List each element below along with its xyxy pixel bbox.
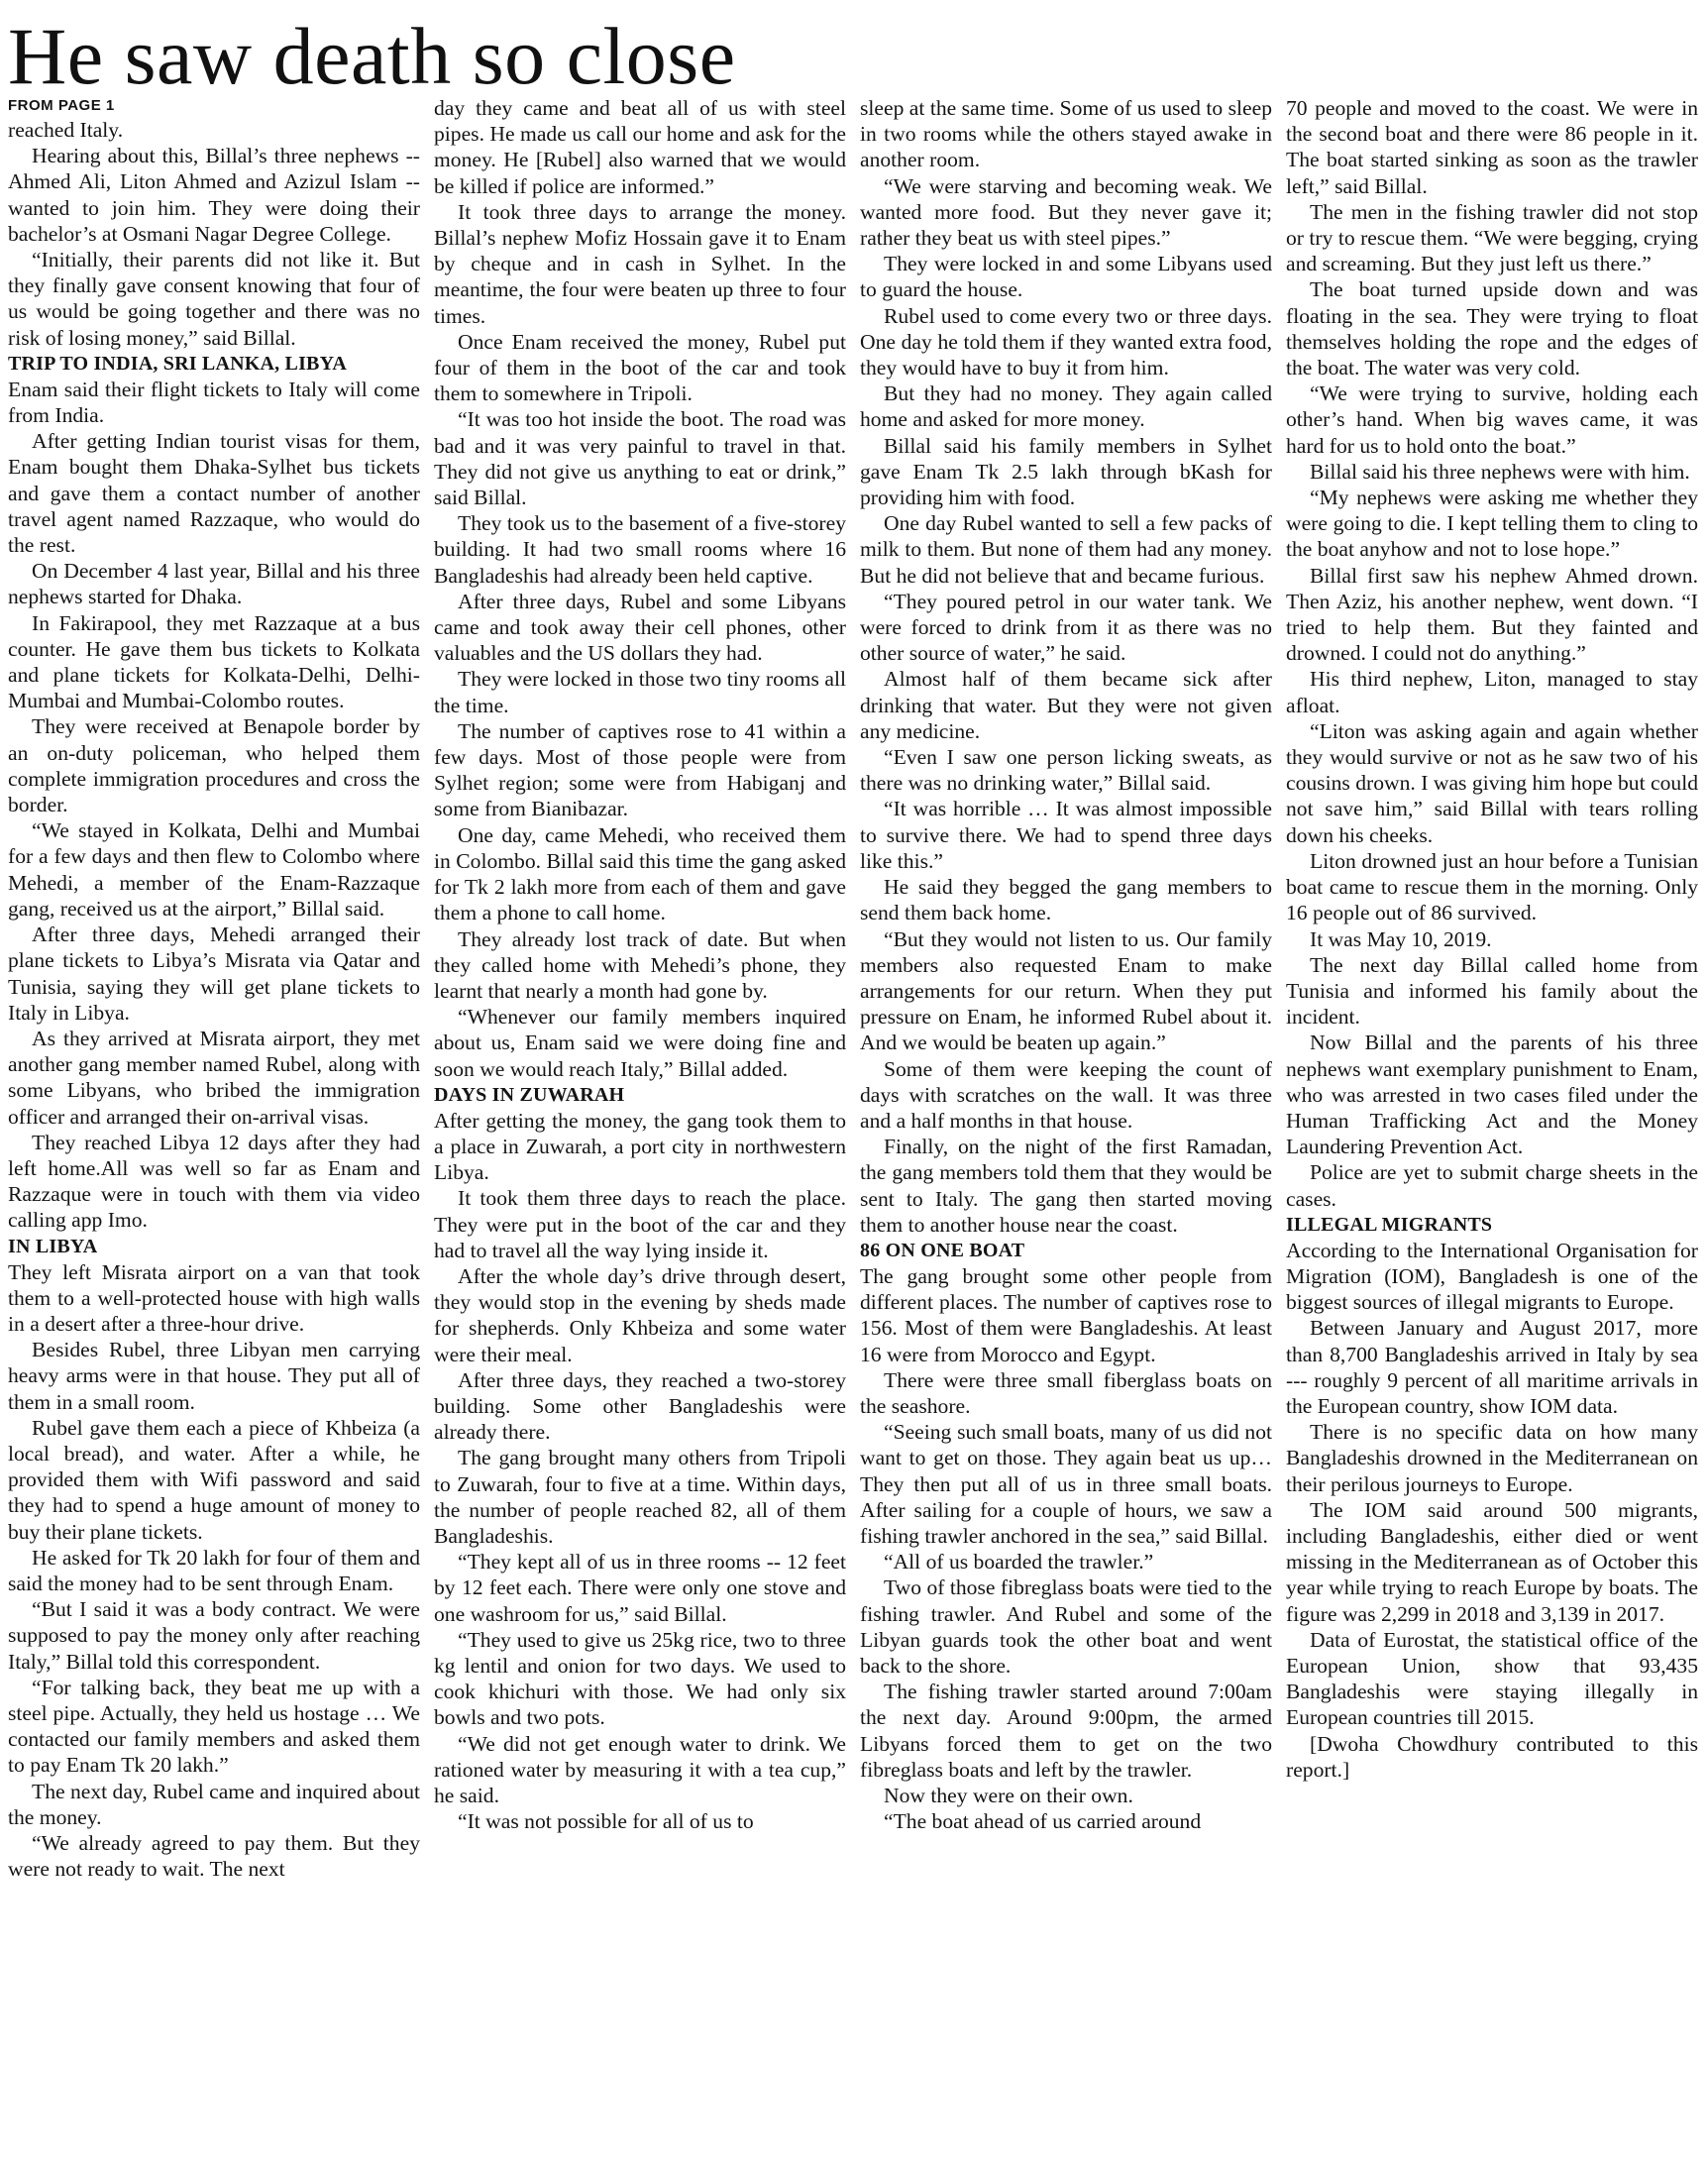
paragraph: He asked for Tk 20 lakh for four of them and said the money had to be sent through Enam. <box>8 1545 420 1595</box>
paragraph: According to the International Organisation for Migration (IOM), Bangladesh is one of the biggest sources of illegal migrants to Europe. <box>1286 1238 1698 1315</box>
paragraph: After getting the money, the gang took them to a place in Zuwarah, a port city in northwestern Libya. <box>434 1108 846 1185</box>
paragraph: Data of Eurostat, the statistical office of the European Union, show that 93,435 Bangladeshis were staying illegally in European countries till 2015. <box>1286 1627 1698 1730</box>
paragraph: “They kept all of us in three rooms -- 12 feet by 12 feet each. There were only one stove and one washroom for us,” said Billal. <box>434 1550 846 1626</box>
paragraph: “We already agreed to pay them. But they were not ready to wait. The next <box>8 1831 420 1882</box>
paragraph: As they arrived at Misrata airport, they met another gang member named Rubel, along with some Libyans, who bribed the immigration officer and arranged their on-arrival visas. <box>8 1026 420 1129</box>
paragraph: His third nephew, Liton, managed to stay afloat. <box>1286 667 1698 717</box>
paragraph: One day, came Mehedi, who received them in Colombo. Billal said this time the gang asked for Tk 2 lakh more from each of them and gave them a phone to call home. <box>434 822 846 925</box>
paragraph: Once Enam received the money, Rubel put four of them in the boot of the car and took them to somewhere in Tripoli. <box>434 329 846 406</box>
paragraph: “The boat ahead of us carried around <box>884 1809 1202 1834</box>
paragraph: “Seeing such small boats, many of us did not want to get on those. They again beat us up… They then put all of us in three small boats. After sailing for a couple of hours, we saw a fishing trawler anchored in the sea,” said Billal. <box>860 1420 1272 1548</box>
paragraph: They left Misrata airport on a van that took them to a well-protected house with high walls in a desert after a three-hour drive. <box>8 1259 420 1336</box>
paragraph: Billal said his three nephews were with him. <box>1310 459 1690 484</box>
paragraph: After three days, Mehedi arranged their plane tickets to Libya’s Misrata via Qatar and Tunisia, saying they will get plane tickets to Italy in Libya. <box>8 923 420 1025</box>
paragraph: Now they were on their own. <box>884 1784 1133 1807</box>
paragraph: There is no specific data on how many Bangladeshis drowned in the Mediterranean on their perilous journeys to Europe. <box>1286 1420 1698 1496</box>
article-columns <box>8 95 1698 2171</box>
paragraph: He said they begged the gang members to send them back home. <box>860 875 1272 925</box>
paragraph: Between January and August 2017, more than 8,700 Bangladeshis arrived in Italy by sea --- roughly 9 percent of all maritime arrivals in the European country, show IOM data. <box>1286 1316 1698 1418</box>
section-subhead: 86 ON ONE BOAT <box>860 1239 1025 1261</box>
paragraph: “We were trying to survive, holding each other’s hand. When big waves came, it was hard for us to hold onto the boat.” <box>1286 381 1698 458</box>
article-column-3 <box>860 95 1272 2171</box>
paragraph: Hearing about this, Billal’s three nephews -- Ahmed Ali, Liton Ahmed and Azizul Islam -- wanted to join him. They were doing their bachelor’s at Osmani Nagar Degree College. <box>8 144 420 246</box>
paragraph: “For talking back, they beat me up with a steel pipe. Actually, they held us hostage … We contacted our family members and asked them to pay Enam Tk 20 lakh.” <box>8 1675 420 1778</box>
paragraph: One day Rubel wanted to sell a few packs of milk to them. But none of them had any money. But he did not believe that and became furious. <box>860 511 1272 588</box>
paragraph: reached Italy. <box>8 118 124 142</box>
paragraph: Two of those fibreglass boats were tied to the fishing trawler. And Rubel and some of the Libyan guards took the other boat and went back to the shore. <box>860 1575 1272 1678</box>
paragraph: “Liton was asking again and again whether they would survive or not as he saw two of his cousins drown. I was giving him hope but could not save him,” said Billal with tears rolling down his cheeks. <box>1286 718 1698 847</box>
paragraph: Finally, on the night of the first Ramadan, the gang members told them that they would be sent to Italy. The gang then started moving them to another house near the coast. <box>860 1135 1272 1237</box>
continued-from-label: FROM PAGE 1 <box>8 97 115 114</box>
paragraph: “But they would not listen to us. Our family members also requested Enam to make arrangements for our return. When they put pressure on Enam, he informed Rubel about it. And we would be beaten up again.” <box>860 926 1272 1055</box>
paragraph: “We stayed in Kolkata, Delhi and Mumbai for a few days and then flew to Colombo where Mehedi, a member of the Enam-Razzaque gang, received us at the airport,” Billal said. <box>8 818 420 921</box>
section-subhead: DAYS IN ZUWARAH <box>434 1083 625 1106</box>
paragraph: Rubel gave them each a piece of Khbeiza (a local bread), and water. After a while, he provided them with Wifi password and said they had to spend a huge amount of money to buy their plane tickets. <box>8 1415 420 1544</box>
column-body <box>1286 95 1698 1783</box>
paragraph: Enam said their flight tickets to Italy will come from India. <box>8 377 420 428</box>
paragraph: Billal said his family members in Sylhet gave Enam Tk 2.5 lakh through bKash for providing him with food. <box>860 433 1272 510</box>
paragraph: After getting Indian tourist visas for them, Enam bought them Dhaka-Sylhet bus tickets and gave them a contact number of another travel agent named Razzaque, who would do the rest. <box>8 429 420 558</box>
paragraph: The number of captives rose to 41 within a few days. Most of those people were from Sylhet region; some were from Habiganj and some from Bianibazar. <box>434 718 846 821</box>
paragraph: Rubel used to come every two or three days. One day he told them if they wanted extra food, they would have to buy it from him. <box>860 303 1272 380</box>
paragraph: Police are yet to submit charge sheets in the cases. <box>1286 1160 1698 1211</box>
paragraph: [Dwoha Chowdhury contributed to this report.] <box>1286 1731 1698 1782</box>
paragraph: “All of us boarded the trawler.” <box>884 1550 1154 1574</box>
paragraph: They were locked in and some Libyans used to guard the house. <box>860 252 1272 302</box>
paragraph: The boat turned upside down and was floating in the sea. They were trying to float themselves holding the rope and the edges of the boat. The water was very cold. <box>1286 277 1698 380</box>
paragraph: The men in the fishing trawler did not stop or try to rescue them. “We were begging, crying and screaming. But they just left us there.” <box>1286 199 1698 276</box>
paragraph: In Fakirapool, they met Razzaque at a bus counter. He gave them bus tickets to Kolkata and plane tickets for Kolkata-Delhi, Delhi-Mumbai and Mumbai-Colombo routes. <box>8 610 420 713</box>
section-subhead: ILLEGAL MIGRANTS <box>1286 1213 1493 1236</box>
paragraph: “We were starving and becoming weak. We wanted more food. But they never gave it; rather they beat us with steel pipes.” <box>860 173 1272 251</box>
paragraph: Now Billal and the parents of his three nephews want exemplary punishment to Enam, who was arrested in two cases filed under the Human Trafficking Act and the Money Laundering Prevention Act. <box>1286 1031 1698 1159</box>
paragraph: Almost half of them became sick after drinking that water. But they were not given any medicine. <box>860 667 1272 743</box>
paragraph: It took them three days to reach the place. They were put in the boot of the car and they had to travel all the way lying inside it. <box>434 1186 846 1262</box>
paragraph: They reached Libya 12 days after they had left home.All was well so far as Enam and Razzaque were in touch with them via video calling app Imo. <box>8 1130 420 1233</box>
paragraph: “My nephews were asking me whether they were going to die. I kept telling them to cling to the boat anyhow and not to lose hope.” <box>1286 486 1698 562</box>
column-body <box>860 95 1272 1834</box>
paragraph: “They poured petrol in our water tank. We were forced to drink from it as there was no other source of water,” he said. <box>860 589 1272 666</box>
article-column-2 <box>434 95 846 2171</box>
article-column-1 <box>8 95 420 2171</box>
paragraph: “Even I saw one person licking sweats, as there was no drinking water,” Billal said. <box>860 745 1272 796</box>
paragraph: It took three days to arrange the money. Billal’s nephew Mofiz Hossain gave it to Enam by cheque and in cash in Sylhet. In the meantime, the four were beaten up three to four times. <box>434 199 846 328</box>
paragraph: After three days, Rubel and some Libyans came and took away their cell phones, other valuables and the US dollars they had. <box>434 589 846 666</box>
column-body <box>434 95 846 1834</box>
paragraph: After the whole day’s drive through desert, they would stop in the evening by sheds made for shepherds. Only Khbeiza and some water were their meal. <box>434 1263 846 1366</box>
paragraph: The next day, Rubel came and inquired about the money. <box>8 1779 420 1829</box>
section-subhead: IN LIBYA <box>8 1235 98 1257</box>
paragraph: There were three small fiberglass boats on the seashore. <box>860 1367 1272 1418</box>
paragraph: The IOM said around 500 migrants, including Bangladeshis, either died or went missing in the Mediterranean as of October this year while trying to reach Europe by boats. The figure was 2,299 in 2018 and 3,139 in 2017. <box>1286 1497 1698 1626</box>
article-column-4 <box>1286 95 1698 2171</box>
paragraph: Liton drowned just an hour before a Tunisian boat came to rescue them in the morning. Only 16 people out of 86 survived. <box>1286 848 1698 925</box>
section-subhead: TRIP TO INDIA, SRI LANKA, LIBYA <box>8 352 348 375</box>
paragraph: “But I said it was a body contract. We were supposed to pay the money only after reaching Italy,” Billal told this correspondent. <box>8 1597 420 1674</box>
paragraph: The fishing trawler started around 7:00am the next day. Around 9:00pm, the armed Libyans forced them to get on the two fibreglass boats and left by the trawler. <box>860 1680 1272 1782</box>
paragraph: After three days, they reached a two-storey building. Some other Bangladeshis were already there. <box>434 1367 846 1445</box>
paragraph: “Whenever our family members inquired about us, Enam said we were doing fine and soon we would reach Italy,” Billal added. <box>434 1005 846 1081</box>
paragraph: The gang brought some other people from different places. The number of captives rose to 156. Most of them were Bangladeshis. At least 16 were from Morocco and Egypt. <box>860 1263 1272 1366</box>
paragraph: They were received at Benapole border by an on-duty policeman, who helped them complete immigration procedures and cross the border. <box>8 714 420 817</box>
paragraph: They were locked in those two tiny rooms all the time. <box>434 667 846 717</box>
paragraph: On December 4 last year, Billal and his three nephews started for Dhaka. <box>8 559 420 609</box>
paragraph: They already lost track of date. But when they called home with Mehedi’s phone, they learnt that nearly a month had gone by. <box>434 926 846 1003</box>
paragraph: Some of them were keeping the count of days with scratches on the wall. It was three and a half months in that house. <box>860 1056 1272 1133</box>
paragraph: Billal first saw his nephew Ahmed drown. Then Aziz, his another nephew, went down. “I tried to help them. But they fainted and drowned. I could not do anything.” <box>1286 563 1698 666</box>
paragraph: But they had no money. They again called home and asked for more money. <box>860 381 1272 432</box>
column-body <box>8 117 420 1882</box>
paragraph: They took us to the basement of a five-storey building. It had two small rooms where 16 Bangladeshis had already been held captive. <box>434 511 846 588</box>
paragraph: “It was not possible for all of us to <box>458 1809 754 1834</box>
paragraph: “Initially, their parents did not like it. But they finally gave consent knowing that four of us would be going together and there was no risk of losing money,” said Billal. <box>8 248 420 350</box>
paragraph: “It was horrible … It was almost impossible to survive there. We had to spend three days like this.” <box>860 797 1272 873</box>
paragraph: “It was too hot inside the boot. The road was bad and it was very painful to travel in that. They did not give us anything to eat or drink,” said Billal. <box>434 407 846 510</box>
paragraph: day they came and beat all of us with steel pipes. He made us call our home and ask for the money. He [Rubel] also warned that we would be killed if police are informed.” <box>434 96 846 198</box>
paragraph: sleep at the same time. Some of us used to sleep in two rooms while the others stayed awake in another room. <box>860 96 1272 172</box>
paragraph: It was May 10, 2019. <box>1310 926 1492 951</box>
headline: He saw death so close <box>8 11 736 101</box>
paragraph: Besides Rubel, three Libyan men carrying heavy arms were in that house. They put all of them in a small room. <box>8 1338 420 1414</box>
paragraph: The next day Billal called home from Tunisia and informed his family about the incident. <box>1286 952 1698 1030</box>
paragraph: “We did not get enough water to drink. We rationed water by measuring it with a tea cup,” he said. <box>434 1731 846 1807</box>
paragraph: The gang brought many others from Tripoli to Zuwarah, four to five at a time. Within days, the number of people reached 82, all of them Bangladeshis. <box>434 1446 846 1548</box>
paragraph: “They used to give us 25kg rice, two to three kg lentil and onion for two days. We used to cook khichuri with those. We had only six bowls and two pots. <box>434 1627 846 1730</box>
paragraph: 70 people and moved to the coast. We were in the second boat and there were 86 people in it. The boat started sinking as soon as the trawler left,” said Billal. <box>1286 96 1698 198</box>
